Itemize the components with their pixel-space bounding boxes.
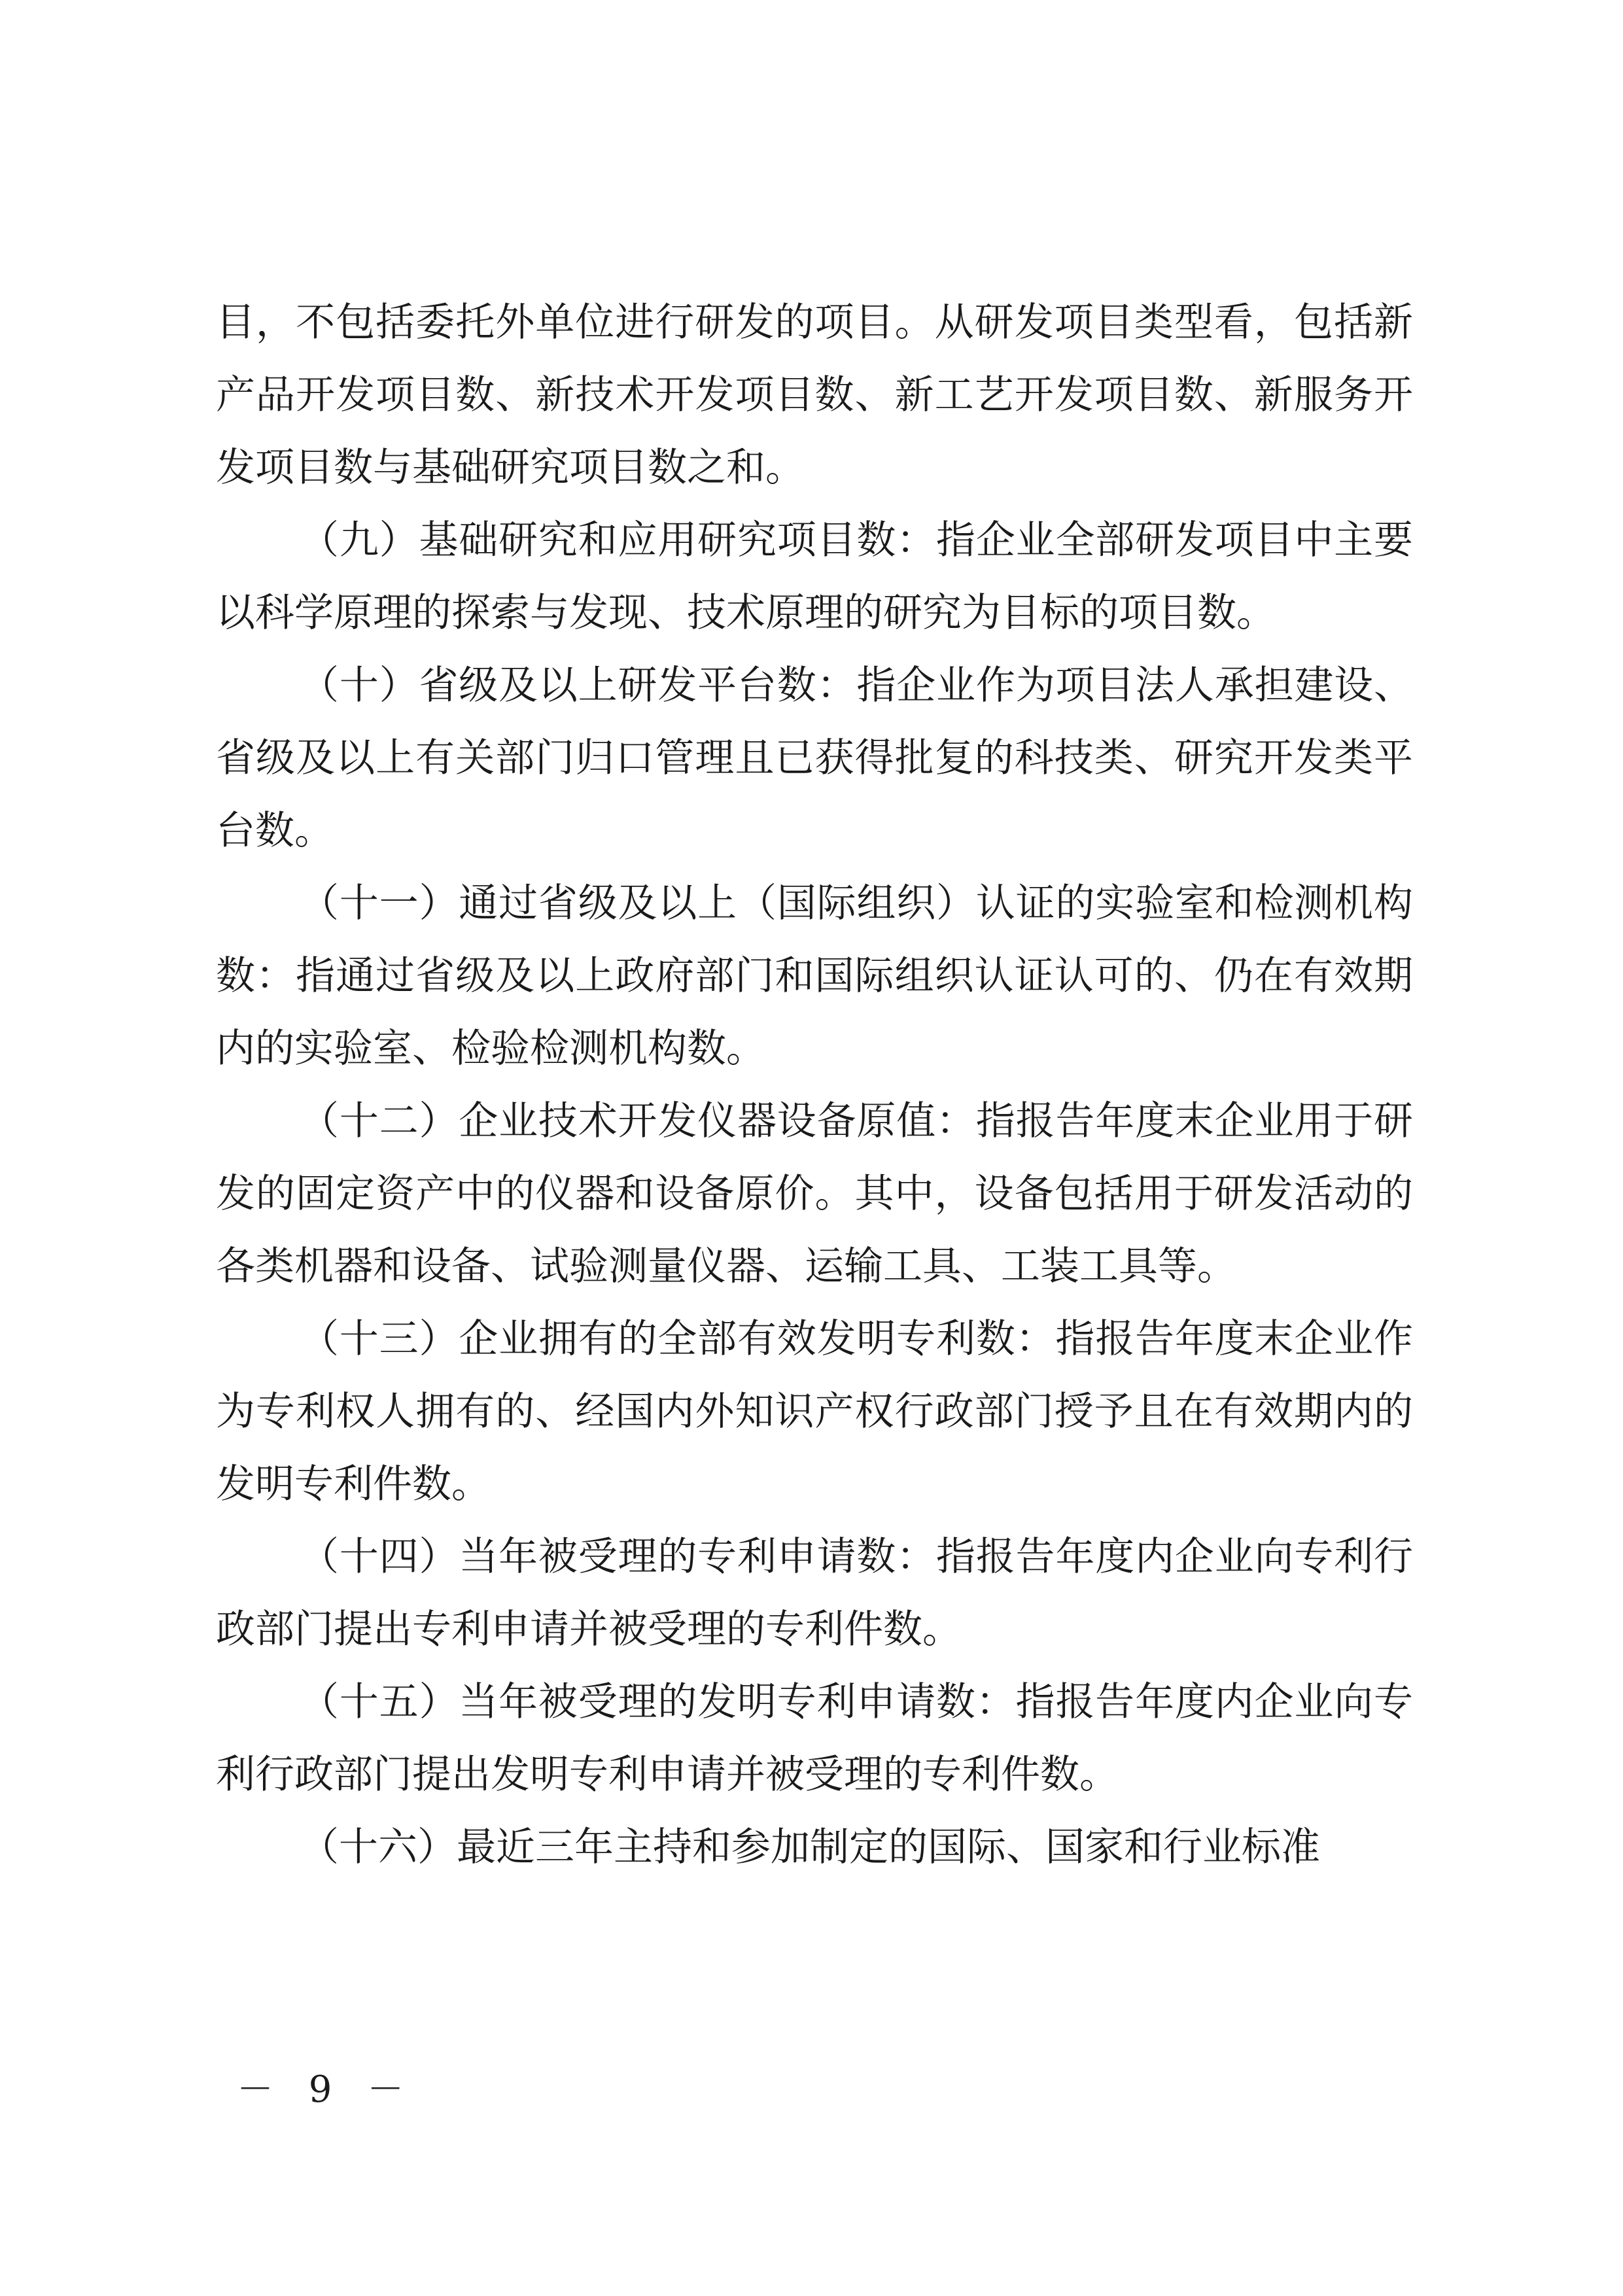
paragraph-item-9: （九）基础研究和应用研究项目数：指企业全部研发项目中主要以科学原理的探索与发现、技术原理的研究为目标的项目数。 bbox=[216, 517, 1413, 636]
document-body bbox=[216, 287, 1413, 1884]
paragraph-item-15: （十五）当年被受理的发明专利申请数：指报告年度内企业向专利行政部门提出发明专利申请并被受理的专利件数。 bbox=[216, 1679, 1413, 1798]
paragraph-continuation: 目，不包括委托外单位进行研发的项目。从研发项目类型看，包括新产品开发项目数、新技术开发项目数、新工艺开发项目数、新服务开发项目数与基础研究项目数之和。 bbox=[216, 300, 1413, 491]
paragraph-item-16: （十六）最近三年主持和参加制定的国际、国家和行业标准 bbox=[300, 1824, 1320, 1870]
paragraph-item-10: （十）省级及以上研发平台数：指企业作为项目法人承担建设、省级及以上有关部门归口管理且已获得批复的科技类、研究开发类平台数。 bbox=[216, 663, 1413, 854]
paragraph-item-11: （十一）通过省级及以上（国际组织）认证的实验室和检测机构数：指通过省级及以上政府部门和国际组织认证认可的、仍在有效期内的实验室、检验检测机构数。 bbox=[216, 880, 1413, 1071]
paragraph-item-14: （十四）当年被受理的专利申请数：指报告年度内企业向专利行政部门提出专利申请并被受理的专利件数。 bbox=[216, 1534, 1413, 1652]
paragraph-item-12: （十二）企业技术开发仪器设备原值：指报告年度末企业用于研发的固定资产中的仪器和设备原价。其中，设备包括用于研发活动的各类机器和设备、试验测量仪器、运输工具、工装工具等。 bbox=[216, 1098, 1413, 1289]
page-number: － 9 － bbox=[237, 2068, 416, 2111]
paragraph-item-13: （十三）企业拥有的全部有效发明专利数：指报告年度末企业作为专利权人拥有的、经国内外知识产权行政部门授予且在有效期内的发明专利件数。 bbox=[216, 1316, 1413, 1507]
